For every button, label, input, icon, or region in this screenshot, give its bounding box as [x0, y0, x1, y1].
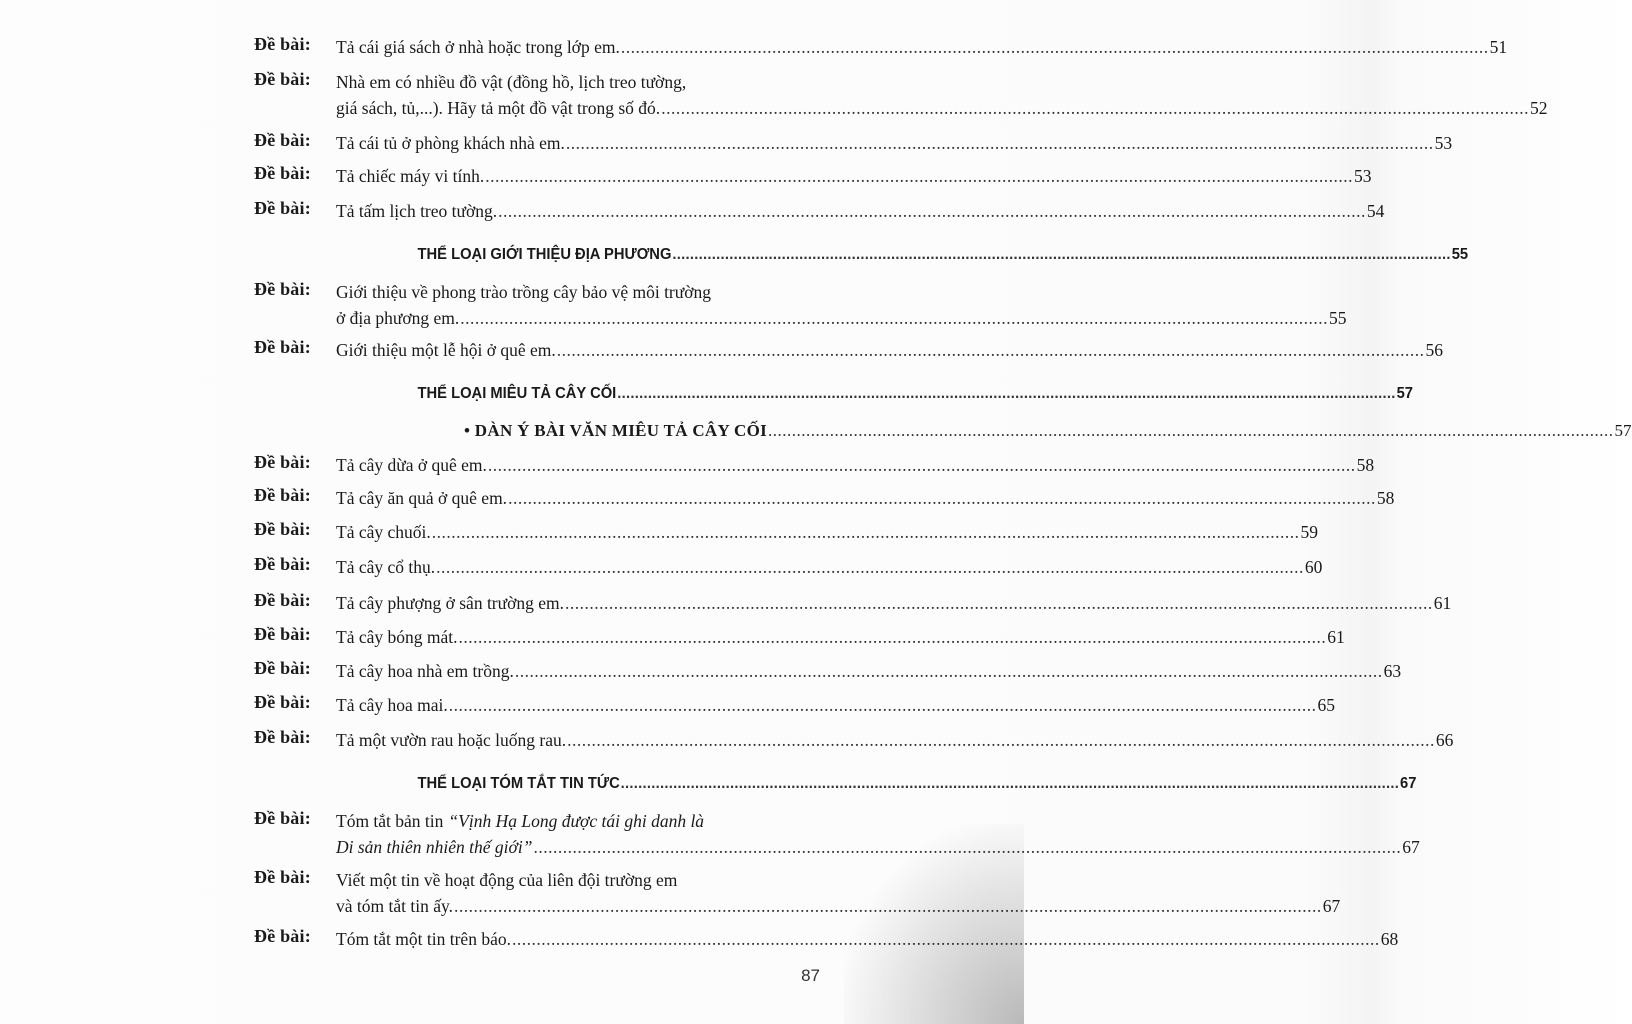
entry-line: [336, 279, 820, 305]
page-number: 87: [801, 966, 820, 985]
entry-line: [336, 554, 1323, 580]
bullet-line: [464, 418, 1632, 444]
entry-line: [336, 519, 1318, 545]
entry-text: Giới thiệu một lễ hội ở quê em.: [336, 340, 556, 360]
entry-text: Tả một vườn rau hoặc luống rau.: [336, 730, 567, 750]
entry-line: [336, 130, 1453, 156]
entry-text-italic: “Vịnh Hạ Long được tái ghi danh là: [448, 811, 705, 831]
entry-line: [336, 808, 820, 834]
entry-page: 60: [1304, 557, 1323, 577]
dot-leader: [512, 926, 1380, 952]
entry-page: 65: [1317, 695, 1336, 715]
entry-page: 66: [1435, 730, 1454, 750]
entry-page: 68: [1380, 929, 1399, 949]
entry-text: Tả cây hoa mai.: [336, 695, 448, 715]
entry-line: [336, 34, 1508, 60]
dot-leader: [432, 519, 1300, 545]
dot-leader: [661, 95, 1529, 121]
entry-line: [336, 95, 1548, 121]
entry-label: Đề bài:: [254, 624, 311, 644]
dot-leader: [449, 692, 1317, 718]
dot-leader: [508, 485, 1376, 511]
dot-leader: [768, 418, 1614, 444]
dot-leader: [485, 163, 1353, 189]
entry-page: 54: [1366, 201, 1385, 221]
entry-page: 53: [1434, 133, 1453, 153]
dot-leader: [458, 624, 1326, 650]
entry-label: Đề bài:: [254, 926, 311, 946]
dot-leader: [565, 590, 1433, 616]
dot-leader: [488, 452, 1356, 478]
entry-text: Tả cây dừa ở quê em.: [336, 455, 487, 475]
entry-text: Viết một tin về hoạt động của liên đội trường em: [336, 870, 678, 890]
entry-text: ở địa phương em.: [336, 308, 460, 328]
dot-leader: [617, 381, 1395, 407]
entry-line: [336, 337, 1443, 363]
entry-label: Đề bài:: [254, 452, 311, 472]
dot-leader: [436, 554, 1304, 580]
entry-text: Nhà em có nhiều đồ vật (đồng hồ, lịch treo tường,: [336, 72, 687, 92]
heading-page: 67: [1400, 775, 1417, 792]
heading-page: 55: [1451, 246, 1469, 263]
entry-text: Tả cây ăn quả ở quê em.: [336, 488, 508, 508]
dot-leader: [515, 658, 1383, 684]
entry-label: Đề bài:: [254, 485, 311, 505]
entry-text: Di sản thiên nhiên thế giới”: [336, 837, 533, 857]
entry-line: [336, 624, 1345, 650]
entry-label: Đề bài:: [254, 727, 311, 747]
dot-leader: [621, 771, 1399, 797]
entry-page: 67: [1402, 837, 1420, 857]
entry-text: Tả cây phượng ở sân trường em.: [336, 593, 564, 613]
entry-label: Đề bài:: [254, 554, 311, 574]
entry-label: Đề bài:: [254, 163, 311, 183]
entry-label: Đề bài:: [254, 130, 311, 150]
entry-line: [336, 590, 1452, 616]
entry-page: 61: [1433, 593, 1452, 613]
entry-page: 52: [1529, 98, 1548, 118]
entry-page: 51: [1489, 37, 1508, 57]
entry-text: Tả cây cổ thụ.: [336, 557, 436, 577]
dot-leader: [454, 893, 1322, 919]
dot-leader: [460, 305, 1328, 331]
dot-leader: [621, 34, 1489, 60]
entry-label: Đề bài:: [254, 519, 311, 539]
entry-page: 67: [1322, 896, 1341, 916]
entry-text: Tả cây hoa nhà em trồng.: [336, 661, 514, 681]
heading-line: [417, 771, 1417, 797]
dot-leader: [567, 727, 1435, 753]
entry-text: và tóm tắt tin ấy.: [336, 896, 453, 916]
entry-label: Đề bài:: [254, 590, 311, 610]
entry-page: 53: [1353, 166, 1372, 186]
entry-line: [336, 452, 1375, 478]
entry-page: 56: [1425, 340, 1443, 360]
entry-label: Đề bài:: [254, 867, 311, 887]
bullet-text: • DÀN Ý BÀI VĂN MIÊU TẢ CÂY CỐI: [464, 421, 768, 440]
entry-page: 63: [1383, 661, 1402, 681]
entry-label: Đề bài:: [254, 198, 311, 218]
entry-label: Đề bài:: [254, 692, 311, 712]
entry-text: Giới thiệu về phong trào trồng cây bảo vệ môi trường: [336, 282, 711, 302]
dot-leader: [533, 834, 1401, 860]
entry-page: 61: [1327, 627, 1345, 647]
entry-page: 58: [1356, 455, 1375, 475]
dot-leader: [672, 242, 1450, 268]
entry-line: [336, 727, 1454, 753]
entry-line: [336, 834, 1420, 860]
entry-label: Đề bài:: [254, 69, 311, 89]
entry-text: Tóm tắt một tin trên báo.: [336, 929, 511, 949]
entry-label: Đề bài:: [254, 808, 311, 828]
entry-text: Tả cây chuối.: [336, 522, 431, 542]
entry-line: [336, 658, 1402, 684]
entry-text: Tả cái giá sách ở nhà hoặc trong lớp em.: [336, 37, 620, 57]
heading-text: THỂ LOẠI MIÊU TẢ CÂY CỐI: [417, 385, 617, 402]
entry-text: Tóm tắt bản tin: [336, 811, 444, 831]
entry-text: Tả tấm lịch treo tường.: [336, 201, 498, 221]
entry-line: [336, 926, 1399, 952]
heading-line: [417, 381, 1413, 407]
entry-page: 58: [1376, 488, 1395, 508]
dot-leader: [498, 198, 1366, 224]
entry-line: [336, 305, 1347, 331]
heading-line: [417, 242, 1469, 268]
dot-leader: [566, 130, 1434, 156]
entry-line: [336, 893, 1341, 919]
entry-text: giá sách, tủ,...). Hãy tả một đồ vật trong số đó.: [336, 98, 661, 118]
entry-label: Đề bài:: [254, 34, 311, 54]
entry-line: [336, 69, 820, 95]
heading-text: THỂ LOẠI TÓM TẮT TIN TỨC: [417, 775, 620, 792]
entry-line: [336, 163, 1372, 189]
entry-label: Đề bài:: [254, 658, 311, 678]
entry-line: [336, 485, 1395, 511]
entry-text: Tả chiếc máy vi tính.: [336, 166, 485, 186]
entry-text: Tả cây bóng mát.: [336, 627, 458, 647]
entry-line: [336, 198, 1385, 224]
bullet-page: 57: [1614, 421, 1632, 440]
heading-page: 57: [1396, 385, 1413, 402]
entry-label: Đề bài:: [254, 279, 311, 299]
heading-text: THỂ LOẠI GIỚI THIỆU ĐỊA PHƯƠNG: [417, 246, 672, 263]
entry-page: 55: [1329, 308, 1347, 328]
entry-text: Tả cái tủ ở phòng khách nhà em.: [336, 133, 565, 153]
entry-line: [336, 692, 1336, 718]
entry-line: [336, 867, 820, 893]
dot-leader: [557, 337, 1425, 363]
entry-label: Đề bài:: [254, 337, 311, 357]
entry-page: 59: [1300, 522, 1318, 542]
